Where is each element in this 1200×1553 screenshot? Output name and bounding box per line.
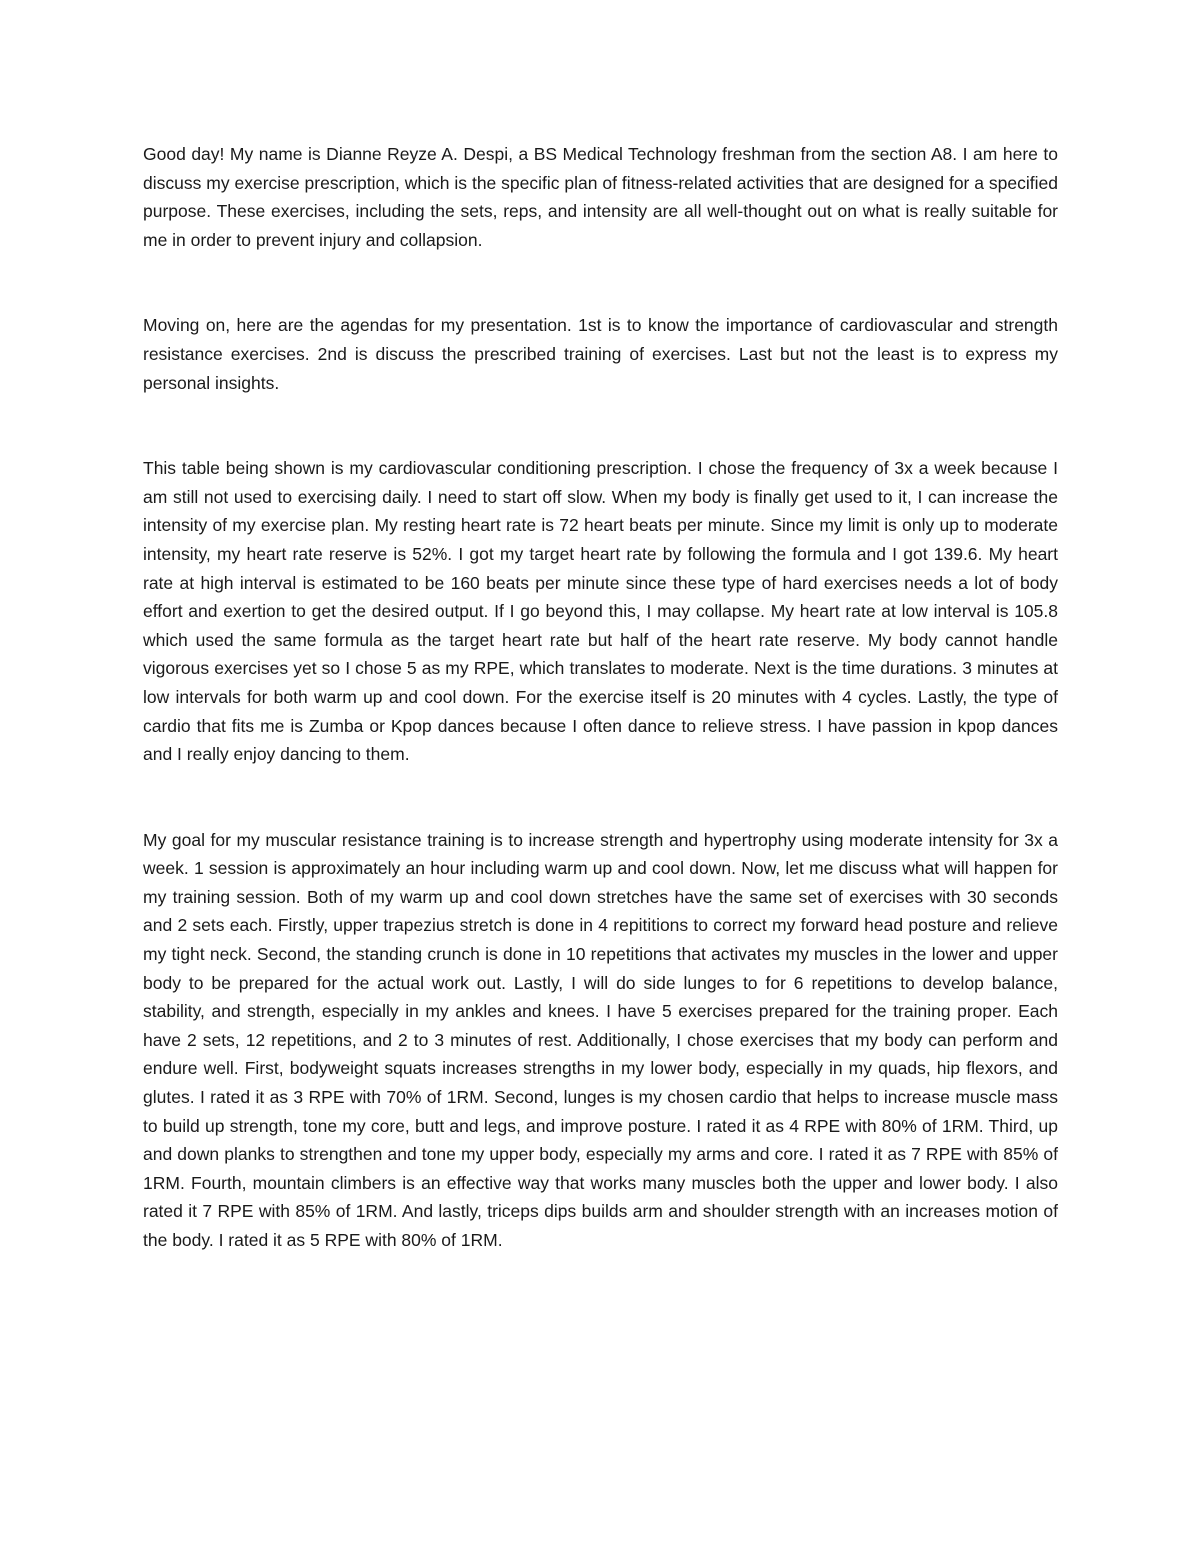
paragraph-resistance-training: My goal for my muscular resistance training is to increase strength and hypertrophy using moderate intensity for 3x a week. 1 session is approximately an hour including warm up and cool down. Now, let me discuss what will happen for my training session. Both of my warm up and cool down stretches have the same set of exercises with 30 seconds and 2 sets each. Firstly, upper trapezius stretch is done in 4 repititions to correct my forward head posture and relieve my tight neck. Second, the standing crunch is done in 10 repetitions that activates my muscles in the lower and upper body to be prepared for the actual work out. Lastly, I will do side lunges to for 6 repetitions to develop balance, stability, and strength, especially in my ankles and knees. I have 5 exercises prepared for the training proper. Each have 2 sets, 12 repetitions, and 2 to 3 minutes of rest. Additionally, I chose exercises that my body can perform and endure well. First, bodyweight squats increases strengths in my lower body, especially in my quads, hip flexors, and glutes. I rated it as 3 RPE with 70% of 1RM. Second, lunges is my chosen cardio that helps to increase muscle mass to build up strength, tone my core, butt and legs, and improve posture. I rated it as 4 RPE with 80% of 1RM. Third, up and down planks to strengthen and tone my upper body, especially my arms and core. I rated it as 7 RPE with 85% of 1RM. Fourth, mountain climbers is an effective way that works many muscles both the upper and lower body. I also rated it 7 RPE with 85% of 1RM. And lastly, triceps dips builds arm and shoulder strength with an increases motion of the body. I rated it as 5 RPE with 80% of 1RM. xyxy=(143,829,1058,1250)
paragraph-spacer xyxy=(143,254,1058,311)
paragraph-cardio-prescription: This table being shown is my cardiovascular conditioning prescription. I chose the frequency of 3x a week because I am still not used to exercising daily. I need to start off slow. When my body is finally get used to it, I can increase the intensity of my exercise plan. My resting heart rate is 72 heart beats per minute. Since my limit is only up to moderate intensity, my heart rate reserve is 52%. I got my target heart rate by following the formula and I got 139.6. My heart rate at high interval is estimated to be 160 beats per minute since these type of hard exercises needs a lot of body effort and exertion to get the desired output. If I go beyond this, I may collapse. My heart rate at low interval is 105.8 which used the same formula as the target heart rate but half of the heart rate reserve. My body cannot handle vigorous exercises yet so I chose 5 as my RPE, which translates to moderate. Next is the time durations. 3 minutes at low intervals for both warm up and cool down. For the exercise itself is 20 minutes with 4 cycles. Lastly, the type of cardio that fits me is Zumba or Kpop dances because I often dance to relieve stress. I have passion in kpop dances and I really enjoy dancing to them. xyxy=(143,458,1058,765)
paragraph-spacer xyxy=(143,769,1058,826)
paragraph-introduction: Good day! My name is Dianne Reyze A. Despi, a BS Medical Technology freshman from the section A8. I am here to discuss my exercise prescription, which is the specific plan of fitness-related activities that are designed for a specified purpose. These exercises, including the sets, reps, and intensity are all well-thought out on what is really suitable for me in order to prevent injury and collapsion. xyxy=(143,144,1058,250)
document-body xyxy=(143,140,1058,1255)
paragraph-agenda: Moving on, here are the agendas for my presentation. 1st is to know the importance of cardiovascular and strength resistance exercises. 2nd is discuss the prescribed training of exercises. Last but not the least is to express my personal insights. xyxy=(143,315,1058,393)
paragraph-spacer xyxy=(143,397,1058,454)
